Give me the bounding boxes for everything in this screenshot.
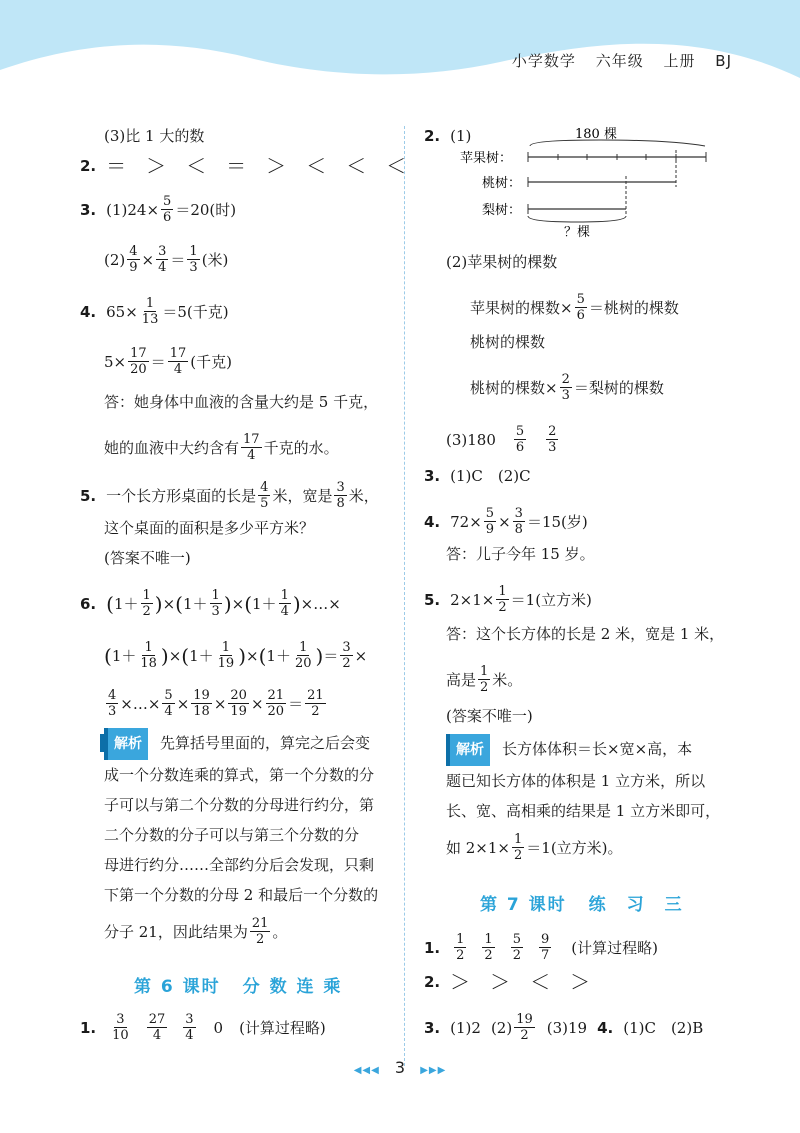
fraction: $\frac{17}{4}$ (169, 346, 187, 377)
q3b-pre: (2) (104, 250, 126, 269)
left-q5-line3 (104, 548, 191, 568)
fraction: $\frac{5}{6}$ (576, 292, 585, 323)
paren: ( (175, 591, 183, 616)
times-sign: × (168, 646, 182, 665)
pear-label: 梨树： (482, 203, 522, 218)
times-sign: × (213, 694, 227, 713)
fraction (266, 688, 287, 719)
fraction: $\frac{3}{4}$ (158, 244, 167, 275)
numerator: 1 (299, 640, 308, 655)
q5-note: (答案不唯一) (104, 549, 191, 567)
analysis-tag: 解析 (104, 728, 148, 760)
right-q4 (424, 506, 588, 537)
header-volume: 上册 (663, 52, 696, 70)
analysis-line: 长、宽、高相乘的结果是 1 立方米即可， (446, 802, 721, 820)
note-text: (答案不唯一) (446, 707, 533, 725)
answer-text: 答：她身体中血液的含量大约是 5 千克， (104, 393, 379, 411)
fraction: $\frac{5}{6}$ (163, 194, 172, 225)
answer-text: 千克的水。 (263, 438, 339, 457)
times-sign: × (162, 594, 176, 613)
prev-arrows-icon: ◀◀◀ (353, 1065, 380, 1076)
section-heading-6 (134, 972, 342, 997)
fraction (162, 688, 174, 719)
analysis-text: 如 2×1× (446, 838, 510, 857)
denominator: 18 (193, 704, 210, 719)
equation-text: 72× (450, 512, 482, 531)
unknown-label: ？棵 (563, 225, 591, 240)
numerator: 19 (193, 688, 210, 703)
right-s7-q1 (424, 932, 658, 963)
question-number: 6. (80, 594, 97, 613)
numerator: 1 (280, 588, 289, 603)
paren: ) (223, 591, 232, 616)
denominator: 2 (456, 948, 465, 963)
q4b-pre: 5× (104, 352, 127, 371)
analysis-line: 先算括号里面的，算完之后会变 (160, 734, 371, 752)
plus-term: 1＋ (111, 646, 137, 665)
q5-text: 一个长方形桌面的长是 (106, 486, 257, 505)
fraction: $\frac{4}{5}$ (260, 480, 269, 511)
denominator: 2 (142, 604, 151, 619)
line-segment-diagram (460, 124, 720, 240)
fraction: $\frac{17}{20}$ (130, 346, 147, 377)
fraction: $\frac{19}{2}$ (516, 1012, 533, 1043)
equals-sign: ＝ (150, 352, 166, 371)
answer-text: 答：这个长方体的长是 2 米，宽是 1 米， (446, 625, 725, 643)
equation-text: ＝桃树的棵数 (588, 298, 679, 317)
left-q6-line1 (80, 588, 341, 619)
fraction: $\frac{1}{2}$ (498, 584, 507, 615)
numerator: 21 (307, 688, 324, 703)
denominator: 4 (164, 704, 173, 719)
right-s7-q2 (424, 972, 590, 992)
left-q3b (104, 244, 228, 275)
paren: ) (154, 591, 163, 616)
question-number: 5. (424, 590, 441, 609)
numerator: 5 (164, 688, 173, 703)
equation-text: ＝15(岁) (526, 512, 588, 531)
right-q5 (424, 584, 592, 615)
plus-term: 1＋ (266, 646, 291, 665)
plus-term: 1＋ (182, 594, 208, 613)
equation-text: ＝1(立方米) (510, 590, 592, 609)
column-divider (404, 126, 405, 1066)
question-number: 2. (80, 157, 97, 175)
numerator: 1 (484, 932, 493, 947)
q4a-post: ＝5(千克) (162, 302, 229, 321)
fraction (539, 932, 551, 963)
q5-text: 米，宽是 (272, 486, 333, 505)
denominator: 2 (311, 704, 320, 719)
question-number: 4. (80, 302, 97, 321)
fraction (138, 640, 159, 671)
total-label: 180 棵 (575, 127, 617, 142)
fraction (340, 640, 352, 671)
answer-part: (1)2 (450, 1018, 481, 1037)
left-q1-3 (104, 126, 204, 146)
paren: ( (244, 591, 253, 616)
numerator: 21 (267, 688, 285, 703)
zero-answer: 0 (213, 1018, 224, 1037)
analysis-text: 分子 21，因此结果为 (104, 922, 248, 941)
q5-text: 米， (348, 486, 379, 505)
denominator: 2 (342, 656, 351, 671)
denominator: 20 (294, 656, 312, 671)
fraction (147, 1012, 168, 1043)
fraction: $\frac{5}{6}$ (515, 424, 525, 455)
pear-brace (528, 216, 626, 222)
q3-answer: (1)C (2)C (450, 467, 531, 485)
answer-text: 答：儿子今年 15 岁。 (446, 545, 595, 563)
left-q6-line3 (104, 688, 328, 719)
numerator: 3 (342, 640, 351, 655)
left-q4a (80, 296, 229, 327)
left-q6-line2 (104, 640, 367, 671)
equation-text: 桃树的棵数× (470, 378, 558, 397)
plus-term: 1＋ (189, 646, 214, 665)
running-header (498, 50, 732, 71)
fraction (141, 588, 153, 619)
numerator: 20 (230, 688, 247, 703)
q3b-post: (米) (201, 250, 229, 269)
numerator: 5 (512, 932, 521, 947)
numerator: 27 (148, 1012, 166, 1027)
answer-text: 米。 (492, 670, 523, 689)
paren: ( (181, 643, 190, 668)
fraction: $\frac{1}{2}$ (514, 832, 523, 863)
fraction (210, 588, 222, 619)
paren: ( (258, 643, 267, 668)
numerator: 1 (144, 640, 153, 655)
fraction (305, 688, 326, 719)
numerator: 1 (456, 932, 465, 947)
left-q5-line2 (104, 518, 314, 538)
fraction (454, 932, 466, 963)
left-q4-ans2 (104, 432, 339, 463)
paren: ( (106, 591, 114, 616)
total-brace (530, 140, 705, 146)
left-s6-q1 (80, 1012, 326, 1043)
right-q5-ans1 (446, 624, 724, 644)
q5-text: 这个桌面的面积是多少平方米？ (104, 519, 315, 537)
next-arrows-icon: ▶▶▶ (420, 1065, 447, 1076)
fraction: $\frac{3}{8}$ (514, 506, 523, 537)
fraction: $\frac{2}{3}$ (561, 372, 570, 403)
numerator: 1 (211, 588, 220, 603)
answer-part: (3)19 (546, 1018, 588, 1037)
fraction (482, 932, 494, 963)
right-q2-2 (446, 252, 557, 272)
peach-label: 桃树： (482, 176, 522, 191)
right-q5-note (446, 706, 533, 726)
fraction: $\frac{3}{8}$ (336, 480, 345, 511)
fraction (110, 1012, 131, 1043)
lesson-number: 第 7 课时 (480, 895, 567, 915)
equation-text: 桃树的棵数 (470, 333, 546, 351)
part-label: (1) (450, 127, 472, 145)
question-number: 2. (424, 973, 441, 991)
analysis-text: ＝1(立方米)。 (526, 838, 623, 857)
right-q2-eq1 (470, 292, 679, 323)
equals-sign: ＝ (288, 694, 304, 713)
equation-text: 2×1× (450, 590, 495, 609)
part-text: (3)180 (446, 430, 496, 449)
question-number: 2. (424, 127, 441, 145)
denominator: 4 (185, 1028, 194, 1043)
fraction (279, 588, 291, 619)
q3a-pre: (1)24× (106, 200, 160, 219)
right-q5-ans2 (446, 664, 522, 695)
left-q4b (104, 346, 232, 377)
equals-sign: ＝ (170, 250, 186, 269)
lesson-number: 第 6 课时 (134, 977, 221, 997)
lesson-title: 分 数 连 乘 (242, 977, 343, 997)
fraction: $\frac{1}{13}$ (141, 296, 159, 327)
question-number: 1. (80, 1018, 97, 1037)
denominator: 18 (140, 656, 157, 671)
paren: ) (238, 643, 247, 668)
fraction: $\frac{1}{2}$ (480, 664, 489, 695)
header-edition: BJ (715, 52, 732, 70)
answer-part: (2) (490, 1018, 513, 1037)
times-sign: × (250, 694, 264, 713)
times-sign: × (141, 250, 155, 269)
denominator: 20 (267, 704, 285, 719)
part-text: (2)苹果树的棵数 (446, 253, 558, 271)
header-subject: 小学数学 (511, 52, 576, 70)
ellipsis-product: ×…× (120, 694, 161, 713)
note-text: (计算过程略) (571, 938, 658, 957)
plus-term: 1＋ (113, 594, 139, 613)
page-footer (0, 1058, 800, 1077)
analysis-last-line (446, 832, 736, 863)
equation-text: ＝梨树的棵数 (573, 378, 664, 397)
paren: ) (315, 643, 324, 668)
question-number: 3. (424, 1018, 441, 1037)
times-sign: × (246, 646, 259, 665)
analysis-tag: 解析 (446, 734, 490, 766)
q2-answers: ＝ ＞ ＜ ＝ ＞ ＜ ＜ ＜ (106, 154, 407, 178)
header-grade: 六年级 (595, 52, 644, 70)
left-q2 (80, 156, 406, 176)
fraction (511, 932, 523, 963)
question-number: 1. (424, 938, 441, 957)
times-sign: × (354, 646, 368, 665)
q4a-pre: 65× (106, 302, 138, 321)
q3a-post: ＝20(时) (175, 200, 237, 219)
denominator: 4 (280, 604, 289, 619)
page-number: 3 (394, 1058, 406, 1077)
note-text: (计算过程略) (239, 1018, 326, 1037)
analysis-line: 子可以与第二个分数的分母进行约分，第 (104, 796, 375, 814)
denominator: 2 (512, 948, 521, 963)
right-q2-eq2 (470, 332, 545, 352)
apple-label: 苹果树： (460, 151, 513, 166)
fraction: $\frac{21}{2}$ (251, 916, 269, 947)
analysis-last-line (104, 916, 394, 947)
q4b-post: (千克) (190, 352, 232, 371)
fraction (228, 688, 249, 719)
question-number: 4. (424, 512, 441, 531)
plus-term: 1＋ (252, 594, 277, 613)
right-analysis (446, 734, 736, 863)
ellipsis-product: ×…× (300, 594, 341, 613)
fraction (183, 1012, 195, 1043)
lesson-title: 练 习 三 (588, 895, 684, 915)
denominator: 19 (230, 704, 247, 719)
fraction: $\frac{2}{3}$ (548, 424, 557, 455)
left-q5-line1 (80, 480, 379, 511)
answer-text: 高是 (446, 670, 477, 689)
fraction: $\frac{1}{3}$ (189, 244, 198, 275)
denominator: 10 (112, 1028, 129, 1043)
denominator: 3 (211, 604, 220, 619)
denominator: 19 (217, 656, 235, 671)
numerator: 1 (142, 588, 151, 603)
denominator: 7 (540, 948, 550, 963)
question-number: 5. (80, 486, 97, 505)
answer-text: 她的血液中大约含有 (104, 438, 240, 457)
numerator: 4 (108, 688, 117, 703)
left-q4-ans1 (104, 392, 378, 412)
answer-part: (1)C (2)B (623, 1018, 704, 1037)
paren: ( (104, 643, 112, 668)
fraction (293, 640, 314, 671)
right-q2-3 (446, 424, 560, 455)
numerator: 1 (221, 640, 231, 655)
fraction: $\frac{5}{9}$ (485, 506, 495, 537)
analysis-bar (100, 734, 104, 752)
section-heading-7 (480, 890, 684, 915)
question-number: 4. (597, 1018, 614, 1037)
equals-sign: ＝ (323, 646, 339, 665)
paren: ) (292, 591, 301, 616)
right-s7-q3-q4 (424, 1012, 703, 1043)
numerator: 3 (185, 1012, 194, 1027)
right-q4-ans (446, 544, 595, 564)
fraction (106, 688, 118, 719)
numerator: 9 (540, 932, 550, 947)
analysis-text: 。 (272, 922, 288, 941)
equation-text: 苹果树的棵数× (470, 298, 573, 317)
left-analysis (104, 728, 394, 947)
fraction (191, 688, 212, 719)
denominator: 2 (484, 948, 493, 963)
analysis-line: 长方体体积＝长×宽×高，本 (502, 740, 693, 758)
question-number: 3. (424, 467, 441, 485)
fraction: $\frac{17}{4}$ (243, 432, 260, 463)
compare-answers: ＞ ＞ ＜ ＞ (450, 970, 591, 994)
times-sign: × (176, 694, 190, 713)
right-q3 (424, 466, 531, 486)
question-number: 3. (80, 200, 97, 219)
denominator: 4 (152, 1028, 162, 1043)
right-q2-eq3 (470, 372, 664, 403)
left-q3a (80, 194, 236, 225)
fraction: $\frac{4}{9}$ (129, 244, 138, 275)
fraction (216, 640, 237, 671)
numerator: 3 (116, 1012, 125, 1027)
times-sign: × (498, 512, 511, 531)
times-sign: × (231, 594, 245, 613)
paren: ) (160, 643, 169, 668)
analysis-line: 题已知长方体的体积是 1 立方米，所以 (446, 772, 706, 790)
analysis-line: 母进行约分……全部约分后会发现，只剩 (104, 856, 375, 874)
analysis-line: 二个分数的分子可以与第三个分数的分 (104, 826, 360, 844)
analysis-line: 成一个分数连乘的算式，第一个分数的分 (104, 766, 375, 784)
denominator: 3 (108, 704, 117, 719)
analysis-line: 下第一个分数的分母 2 和最后一个分数的 (104, 886, 379, 904)
q1-3-text: (3)比 1 大的数 (104, 127, 205, 145)
